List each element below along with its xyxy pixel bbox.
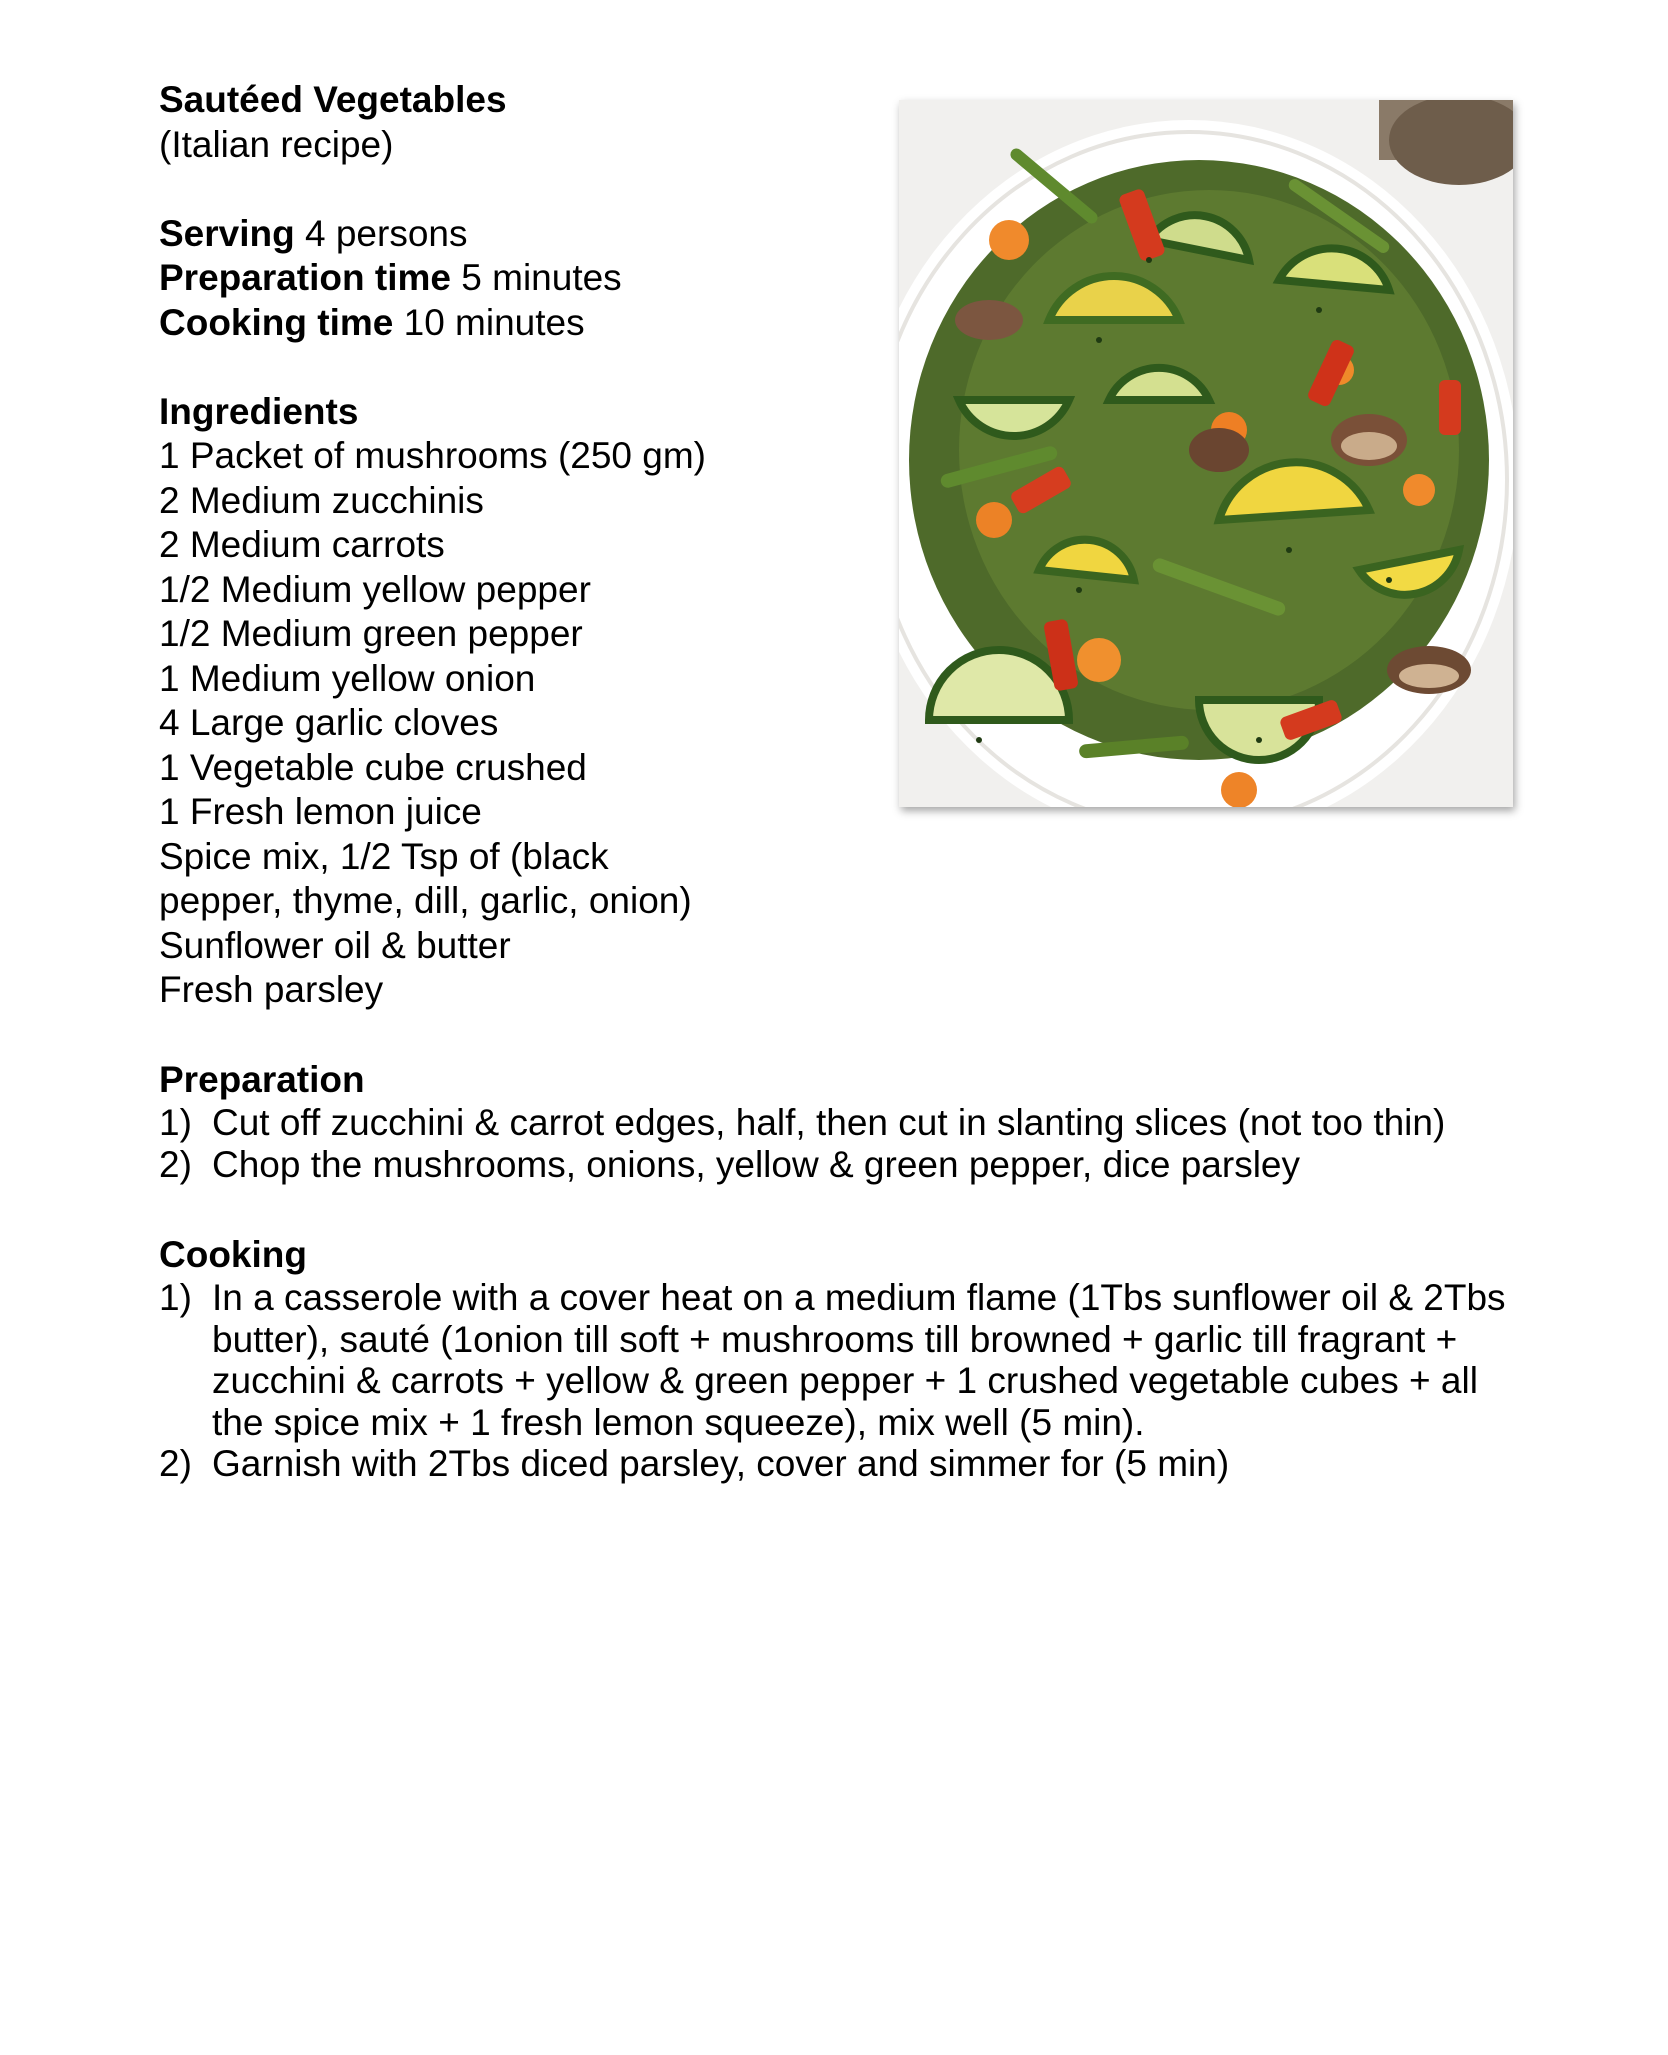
ingredient-item: Sunflower oil & butter — [159, 924, 511, 966]
ingredient-item: 2 Medium carrots — [159, 524, 445, 565]
ingredient-item: 1 Packet of mushrooms (250 gm) — [159, 435, 706, 476]
ingredient-item: 1/2 Medium yellow pepper — [159, 568, 591, 610]
cooking-step — [159, 1443, 1519, 1485]
step-number: 2) — [159, 1443, 192, 1484]
serving-label: Serving — [159, 212, 295, 254]
ingredient-item: 2 Medium zucchinis — [159, 479, 484, 521]
cook-time-value: 10 minutes — [403, 301, 585, 343]
recipe-title: Sautéed Vegetables — [159, 79, 507, 120]
preparation-step — [159, 1144, 1519, 1186]
step-number: 1) — [159, 1102, 192, 1143]
step-number: 1) — [159, 1277, 192, 1318]
preparation-step — [159, 1102, 1519, 1144]
vegetables-photo — [899, 100, 1513, 807]
ingredient-item: Spice mix, 1/2 Tsp of (black pepper, thyme, dill, garlic, onion) — [159, 835, 692, 921]
serving-row — [159, 212, 919, 257]
cook-time-label: Cooking time — [159, 301, 394, 343]
cooking-step — [159, 1277, 1519, 1443]
ingredient-item: 1 Vegetable cube crushed — [159, 746, 587, 788]
cooking-heading: Cooking — [159, 1234, 307, 1275]
step-text: In a casserole with a cover heat on a medium flame (1Tbs sunflower oil & 2Tbs butter), sauté (1onion till soft + mushrooms till browned + garlic till fragrant + zucchini & carrots + yellow & green pepper + 1 crushed vegetable cubes + all the spice mix + 1 fresh lemon squeeze), mix well (5 min). — [212, 1277, 1506, 1443]
step-text: Chop the mushrooms, onions, yellow & green pepper, dice parsley — [212, 1143, 1300, 1185]
ingredient-item: 1 Medium yellow onion — [159, 657, 536, 699]
step-number: 2) — [159, 1143, 192, 1185]
step-text: Cut off zucchini & carrot edges, half, then cut in slanting slices (not too thin) — [212, 1102, 1446, 1143]
ingredients-heading: Ingredients — [159, 390, 359, 432]
recipe-subtitle: (Italian recipe) — [159, 123, 394, 165]
ingredient-item: Fresh parsley — [159, 969, 384, 1010]
step-text: Garnish with 2Tbs diced parsley, cover and simmer for (5 min) — [212, 1443, 1230, 1484]
ingredient-item: 1 Fresh lemon juice — [159, 791, 482, 832]
preparation-heading: Preparation — [159, 1059, 365, 1100]
serving-value: 4 persons — [305, 212, 468, 254]
recipe-header-and-ingredients — [159, 78, 919, 1013]
prep-time-row — [159, 256, 919, 301]
prep-time-label: Preparation time — [159, 257, 451, 298]
prep-time-value: 5 minutes — [461, 257, 622, 298]
vegetables-plate-illustration — [899, 100, 1513, 807]
method-section — [159, 1058, 1519, 1485]
cook-time-row — [159, 301, 919, 346]
ingredient-item: 4 Large garlic cloves — [159, 702, 499, 743]
ingredient-item: 1/2 Medium green pepper — [159, 613, 583, 654]
